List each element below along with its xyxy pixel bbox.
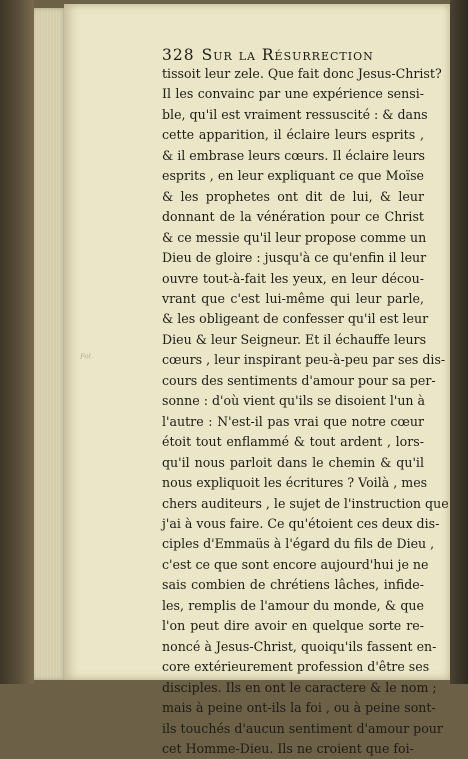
text-line: cours des sentiments d'amour pour sa per-	[162, 372, 436, 388]
text-line: & il embrase leurs cœurs. Il éclaire leurs	[162, 147, 425, 163]
text-line: ciples d'Emmaüs à l'égard du fils de Dieu ,	[162, 536, 435, 552]
text-line: tissoit leur zele. Que fait donc Jesus-Christ?	[162, 66, 442, 81]
text-line: les, remplis de l'amour du monde, & que	[162, 597, 424, 613]
text-line: sais combien de chrétiens lâches, infide-	[162, 577, 424, 593]
text-line: donnant de la vénération pour ce Christ	[162, 209, 424, 225]
text-line: & les prophetes ont dit de lui, & leur	[162, 188, 424, 204]
text-line: ils touchés d'aucun sentiment d'amour pour	[162, 720, 443, 736]
text-line: noncé à Jesus-Christ, quoiqu'ils fassent en-	[162, 638, 437, 654]
text-line: l'autre : N'est-il pas vrai que notre cœur	[162, 413, 424, 429]
text-line: ouvre tout-à-fait les yeux, en leur décou-	[162, 270, 424, 286]
text-line: vrant que c'est lui-même qui leur parle,	[162, 290, 424, 306]
text-line: étoit tout enflammé & tout ardent , lors-	[162, 434, 424, 450]
text-line: Dieu de gloire : jusqu'à ce qu'enfin il leur	[162, 250, 427, 266]
text-line: j'ai à vous faire. Ce qu'étoient ces deux dis-	[162, 515, 440, 531]
text-line: Dieu & leur Seigneur. Et il échauffe leurs	[162, 331, 427, 347]
text-line: l'on peut dire avoir en quelque sorte re-	[162, 618, 424, 634]
margin-annotation: Fol.	[79, 352, 94, 361]
running-header	[162, 46, 432, 66]
running-title: Sur la Résurrection	[201, 46, 374, 64]
text-line: nous expliquoit les écritures ? Voilà , mes	[162, 475, 428, 491]
text-line: & les obligeant de confesser qu'il est leur	[162, 311, 429, 327]
text-line: cœurs , leur inspirant peu-à-peu par ses dis-	[162, 352, 446, 368]
text-line: Il les convainc par une expérience sensi-	[162, 86, 424, 102]
text-line: qu'il nous parloit dans le chemin & qu'il	[162, 454, 424, 470]
text-line: esprits , en leur expliquant ce que Moïse	[162, 168, 424, 184]
page-stack-edges	[34, 8, 66, 680]
body-text	[162, 64, 449, 759]
text-line: cet Homme-Dieu. Ils ne croient que foi-	[162, 740, 414, 756]
page-number: 328	[162, 46, 195, 64]
text-line: core extérieurement profession d'être ses	[162, 659, 430, 675]
text-line: disciples. Ils en ont le caractere & le nom ;	[162, 679, 437, 695]
gutter-shadow	[450, 0, 468, 684]
text-line: c'est ce que sont encore aujourd'hui je ne	[162, 556, 429, 572]
text-line: mais à peine ont-ils la foi , ou à peine sont-	[162, 700, 436, 716]
text-line: cette apparition, il éclaire leurs esprits ,	[162, 127, 424, 143]
text-line: chers auditeurs , le sujet de l'instruction que	[162, 495, 449, 511]
text-line: sonne : d'où vient qu'ils se disoient l'un à	[162, 393, 426, 409]
text-line: ble, qu'il est vraiment ressuscité : & dans	[162, 106, 428, 122]
book-cover-edge	[0, 0, 34, 684]
text-line: & ce messie qu'il leur propose comme un	[162, 229, 427, 245]
